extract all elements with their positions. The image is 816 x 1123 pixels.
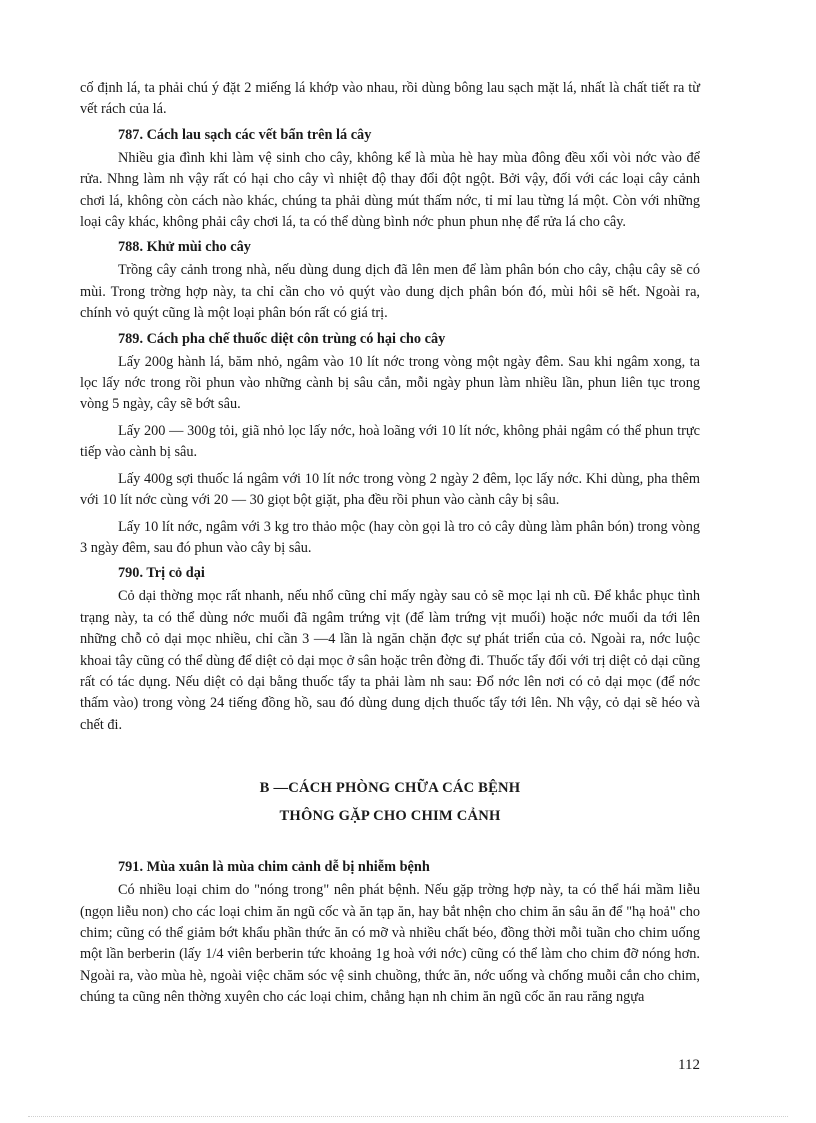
part-b-title-line1: B —CÁCH PHÒNG CHỮA CÁC BỆNH (259, 780, 521, 797)
heading-787: 787. Cách lau sạch các vết bẩn trên lá cây (118, 126, 372, 143)
paragraph-789-2: Lấy 200 — 300g tỏi, giã nhỏ lọc lấy nớc, hoà loãng với 10 lít nớc, không phải ngâm có thể phun trực tiếp vào cành bị sâu. (80, 422, 700, 461)
heading-788: 788. Khử mùi cho cây (118, 239, 251, 256)
paragraph-790-1: Cỏ dại thờng mọc rất nhanh, nếu nhổ cũng chỉ mấy ngày sau cỏ sẽ mọc lại nh cũ. Để khắc phục tình trạng này, ta có thể dùng nớc muối đã ngâm trứng vịt (để làm trứng vịt muối) hoặc nớc muối da tới lên những chỗ cỏ dại mọc nhiều, chỉ cần 3 —4 lần là ngăn chặn đợc sự phát triển của cỏ. Ngoài ra, nớc luộc khoai tây cũng có thể dùng để diệt cỏ dại mọc ở sân hoặc trên đờng đi. Thuốc tẩy đối với trị diệt cỏ dại cũng rất có tác dụng. Nếu diệt cỏ dại bằng thuốc tẩy ta phải làm nh sau: Đổ nớc lên nơi có cỏ dại mọc (để nớc thấm vào) trong vòng 24 tiếng đồng hồ, sau đó dùng dung dịch thuốc tẩy tới lên. Nh vậy, cỏ dại sẽ héo và chết đi. (80, 588, 700, 733)
part-b-title-line2: THÔNG GẶP CHO CHIM CẢNH (279, 808, 501, 825)
paragraph-789-4: Lấy 10 lít nớc, ngâm với 3 kg tro thảo mộc (hay còn gọi là tro cỏ cây dùng làm phân bón) trong vòng 3 ngày đêm, sau đó phun vào cây bị sâu. (80, 518, 700, 556)
heading-789: 789. Cách pha chế thuốc diệt côn trùng có hại cho cây (118, 330, 446, 347)
heading-791: 791. Mùa xuân là mùa chim cảnh dễ bị nhiễm bệnh (118, 859, 430, 876)
page-bottom-divider (28, 1116, 788, 1117)
document-page (80, 78, 700, 1009)
paragraph-789-1: Lấy 200g hành lá, băm nhỏ, ngâm vào 10 lít nớc trong vòng một ngày đêm. Sau khi ngâm xong, ta lọc lấy nớc trong rồi phun vào những cành bị sâu cắn, mỗi ngày phun làm nhiều lần, phun liên tục trong vòng 5 ngày, cây sẽ bớt sâu. (80, 353, 700, 413)
paragraph-789-3: Lấy 400g sợi thuốc lá ngâm với 10 lít nớc trong vòng 2 ngày 2 đêm, lọc lấy nớc. Khi dùng, pha thêm với 10 lít nớc cùng với 20 — 30 giọt bột giặt, pha đều rồi phun vào cành cây bị sâu. (80, 470, 700, 509)
paragraph-788-1: Trồng cây cảnh trong nhà, nếu dùng dung dịch đã lên men để làm phân bón cho cây, chậu cây sẽ có mùi. Trong trờng hợp này, ta chỉ cần cho vỏ quýt vào dung dịch phân bón đó, mùi hôi sẽ hết. Ngoài ra, chính vỏ quýt cũng là một loại phân bón rất có giá trị. (80, 262, 700, 322)
paragraph-787-1: Nhiều gia đình khi làm vệ sinh cho cây, không kể là mùa hè hay mùa đông đều xối vòi nớc vào để rửa. Nhng làm nh vậy rất có hại cho cây vì nhiệt độ thay đổi đột ngột. Bởi vậy, đối với các loại cây cảnh chơi lá, không còn cách nào khác, chúng ta phải dùng mút thấm nớc, tỉ mỉ lau từng lá một. Còn với những loại cây khác, không phải cây chơi lá, ta có thể dùng bình nớc phun phun nhẹ để rửa lá cho cây. (80, 149, 700, 231)
page-number: 112 (678, 1057, 700, 1073)
paragraph-791-1: Có nhiều loại chim do "nóng trong" nên phát bệnh. Nếu gặp trờng hợp này, ta có thể hái mầm liễu (ngọn liễu non) cho các loại chim ăn ngũ cốc và ăn tạp ăn, hay bắt nhện cho chim ăn sâu ăn để "hạ hoả" cho chim; cũng có thể giảm bớt khẩu phần thức ăn có mỡ và nhiều chất béo, đồng thời mỗi tuần cho chim uống một lần berberin (lấy 1/4 viên berberin tức khoảng 1g hoà với nớc) cũng có thể làm cho chim đỡ nóng hơn. Ngoài ra, vào mùa hè, ngoài việc chăm sóc vệ sinh chuồng, thức ăn, nớc uống và chống muỗi cắn cho chim, chúng ta cũng nên thờng xuyên cho các loại chim, chẳng hạn nh chim ăn ngũ cốc ăn rau răng ngựa (80, 882, 700, 1006)
heading-790: 790. Trị cỏ dại (118, 565, 205, 582)
intro-paragraph: cố định lá, ta phải chú ý đặt 2 miếng lá khớp vào nhau, rồi dùng bông lau sạch mặt lá, nhất là chất tiết ra từ vết rách của lá. (80, 80, 700, 118)
